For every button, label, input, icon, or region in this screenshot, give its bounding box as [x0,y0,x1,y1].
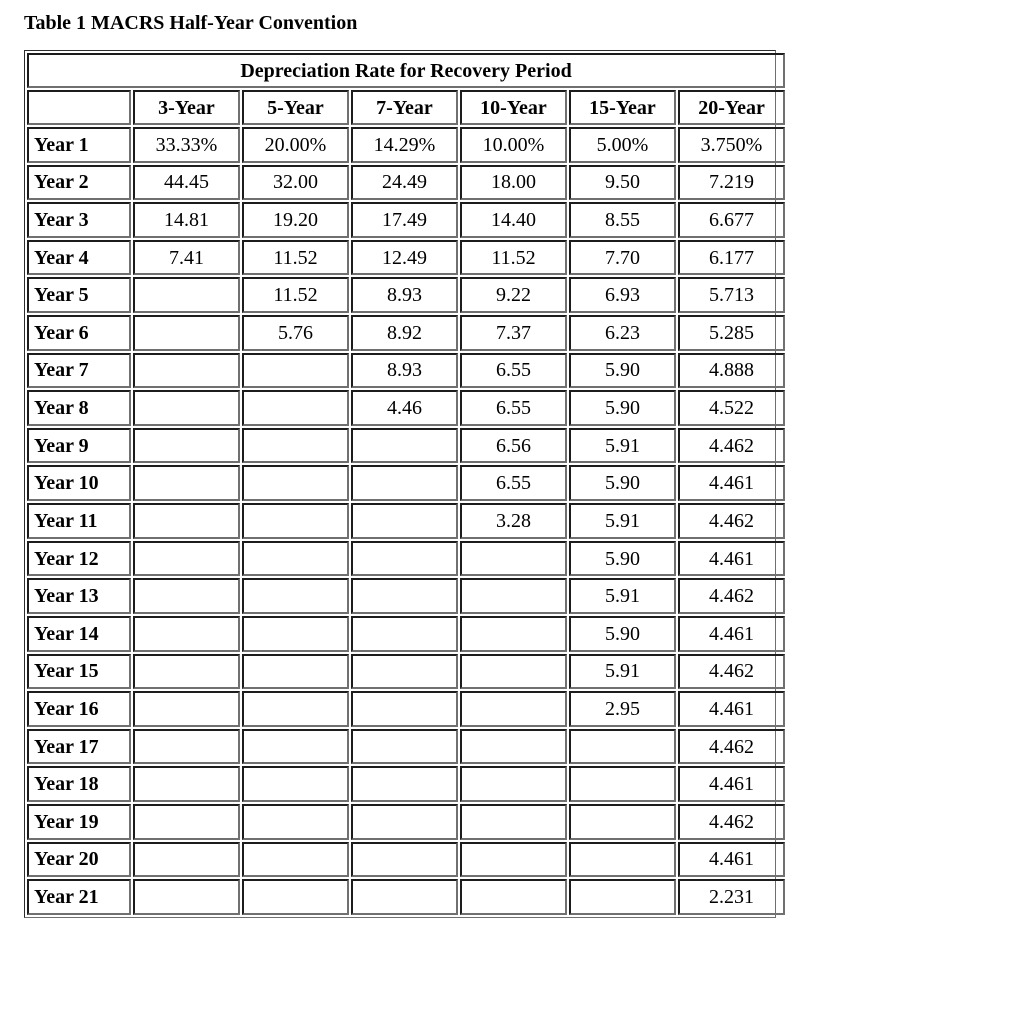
rate-cell: 11.52 [242,240,349,276]
row-label: Year 12 [27,541,131,577]
rate-cell: 5.90 [569,465,676,501]
column-header: 5-Year [242,90,349,125]
rate-cell [569,729,676,765]
rate-cell [242,842,349,878]
rate-cell: 4.461 [678,541,785,577]
group-header-row [27,53,785,88]
row-label: Year 20 [27,842,131,878]
rate-cell [351,729,458,765]
rate-cell [242,503,349,539]
rate-cell: 7.70 [569,240,676,276]
rate-cell [242,353,349,389]
rate-cell: 4.462 [678,654,785,690]
rate-cell [242,390,349,426]
rate-cell: 14.40 [460,202,567,238]
rate-cell [242,616,349,652]
row-label: Year 5 [27,277,131,313]
rate-cell: 5.90 [569,541,676,577]
rate-cell: 4.462 [678,729,785,765]
rate-cell [133,691,240,727]
rate-cell [133,315,240,351]
rate-cell [242,465,349,501]
rate-cell: 7.37 [460,315,567,351]
rate-cell [133,879,240,915]
table-row [27,202,785,238]
table-row [27,277,785,313]
rate-cell [460,804,567,840]
table-row [27,691,785,727]
rate-cell [133,578,240,614]
rate-cell: 4.461 [678,842,785,878]
table-row [27,240,785,276]
rate-cell: 3.28 [460,503,567,539]
rate-cell [133,654,240,690]
rate-cell: 4.462 [678,804,785,840]
table-row [27,578,785,614]
rate-cell: 2.231 [678,879,785,915]
rate-cell: 6.55 [460,390,567,426]
column-header: 10-Year [460,90,567,125]
rate-cell: 19.20 [242,202,349,238]
rate-cell [242,578,349,614]
row-label: Year 15 [27,654,131,690]
rate-cell: 6.56 [460,428,567,464]
rate-cell: 4.461 [678,616,785,652]
rate-cell [351,842,458,878]
rate-cell [242,691,349,727]
table-row [27,503,785,539]
rate-cell: 4.462 [678,428,785,464]
rate-cell [460,766,567,802]
rate-cell [351,879,458,915]
rate-cell [133,766,240,802]
rate-cell [460,879,567,915]
rate-cell [133,277,240,313]
row-label: Year 18 [27,766,131,802]
rate-cell: 4.461 [678,766,785,802]
rate-cell: 32.00 [242,165,349,201]
row-label: Year 9 [27,428,131,464]
rate-cell [460,616,567,652]
rate-cell [351,428,458,464]
group-header: Depreciation Rate for Recovery Period [27,53,785,88]
table-row [27,127,785,163]
rate-cell: 8.93 [351,277,458,313]
row-label: Year 7 [27,353,131,389]
rate-cell [133,390,240,426]
rate-cell [351,691,458,727]
rate-cell: 5.76 [242,315,349,351]
table-row [27,654,785,690]
table-row [27,766,785,802]
rate-cell: 24.49 [351,165,458,201]
rate-cell: 6.23 [569,315,676,351]
table-row [27,390,785,426]
rate-cell [133,616,240,652]
rate-cell: 5.91 [569,578,676,614]
table-row [27,165,785,201]
rate-cell: 5.285 [678,315,785,351]
rate-cell [351,654,458,690]
table-row [27,842,785,878]
row-label: Year 1 [27,127,131,163]
rate-cell: 3.750% [678,127,785,163]
row-label: Year 14 [27,616,131,652]
rate-cell [351,578,458,614]
rate-cell: 14.29% [351,127,458,163]
rate-cell: 2.95 [569,691,676,727]
rate-cell [351,766,458,802]
row-label: Year 11 [27,503,131,539]
row-label: Year 21 [27,879,131,915]
rate-cell [133,503,240,539]
rate-cell: 17.49 [351,202,458,238]
rate-cell: 5.90 [569,616,676,652]
rate-cell: 6.55 [460,465,567,501]
row-label: Year 2 [27,165,131,201]
rate-cell [133,804,240,840]
rate-cell: 4.46 [351,390,458,426]
rate-cell: 5.90 [569,353,676,389]
rate-cell: 8.92 [351,315,458,351]
rate-cell [242,729,349,765]
rate-cell [460,729,567,765]
rate-cell: 5.91 [569,654,676,690]
table-row [27,353,785,389]
row-label: Year 16 [27,691,131,727]
rate-cell [460,654,567,690]
table-row [27,804,785,840]
row-label: Year 8 [27,390,131,426]
rate-cell: 6.177 [678,240,785,276]
rate-cell: 10.00% [460,127,567,163]
rate-cell: 33.33% [133,127,240,163]
rate-cell [351,804,458,840]
rate-cell [351,503,458,539]
rate-cell: 4.522 [678,390,785,426]
rate-cell: 44.45 [133,165,240,201]
column-header-row [27,90,785,125]
macrs-table [25,51,787,917]
rate-cell: 9.22 [460,277,567,313]
rate-cell [242,541,349,577]
rate-cell: 12.49 [351,240,458,276]
corner-cell [27,90,131,125]
rate-cell: 6.677 [678,202,785,238]
rate-cell: 8.93 [351,353,458,389]
rate-cell [569,804,676,840]
rate-cell [351,541,458,577]
row-label: Year 17 [27,729,131,765]
rate-cell [351,465,458,501]
rate-cell [133,541,240,577]
macrs-table-frame [24,50,776,918]
rate-cell: 6.55 [460,353,567,389]
rate-cell: 5.713 [678,277,785,313]
table-row [27,616,785,652]
rate-cell [460,691,567,727]
rate-cell: 18.00 [460,165,567,201]
column-header: 3-Year [133,90,240,125]
rate-cell [460,842,567,878]
table-row [27,465,785,501]
rate-cell [569,879,676,915]
rate-cell [569,842,676,878]
rate-cell: 20.00% [242,127,349,163]
rate-cell [133,842,240,878]
rate-cell [242,654,349,690]
rate-cell [242,804,349,840]
row-label: Year 4 [27,240,131,276]
rate-cell: 4.461 [678,691,785,727]
table-body [27,127,785,915]
row-label: Year 19 [27,804,131,840]
column-header: 20-Year [678,90,785,125]
rate-cell: 8.55 [569,202,676,238]
table-row [27,315,785,351]
rate-cell: 7.41 [133,240,240,276]
rate-cell [242,428,349,464]
rate-cell [351,616,458,652]
column-header: 15-Year [569,90,676,125]
row-label: Year 3 [27,202,131,238]
rate-cell: 4.462 [678,503,785,539]
table-row [27,428,785,464]
rate-cell: 4.461 [678,465,785,501]
rate-cell: 9.50 [569,165,676,201]
table-row [27,729,785,765]
rate-cell: 5.91 [569,428,676,464]
rate-cell [242,879,349,915]
rate-cell: 7.219 [678,165,785,201]
rate-cell: 11.52 [460,240,567,276]
rate-cell [133,465,240,501]
rate-cell: 4.888 [678,353,785,389]
table-caption: Table 1 MACRS Half-Year Convention [24,12,358,34]
rate-cell: 14.81 [133,202,240,238]
rate-cell: 5.91 [569,503,676,539]
row-label: Year 6 [27,315,131,351]
rate-cell: 5.00% [569,127,676,163]
row-label: Year 13 [27,578,131,614]
rate-cell: 6.93 [569,277,676,313]
rate-cell [242,766,349,802]
rate-cell [460,541,567,577]
table-row [27,541,785,577]
rate-cell [133,353,240,389]
rate-cell: 5.90 [569,390,676,426]
table-row [27,879,785,915]
rate-cell [569,766,676,802]
rate-cell: 11.52 [242,277,349,313]
column-header: 7-Year [351,90,458,125]
rate-cell [133,729,240,765]
rate-cell: 4.462 [678,578,785,614]
rate-cell [460,578,567,614]
row-label: Year 10 [27,465,131,501]
rate-cell [133,428,240,464]
